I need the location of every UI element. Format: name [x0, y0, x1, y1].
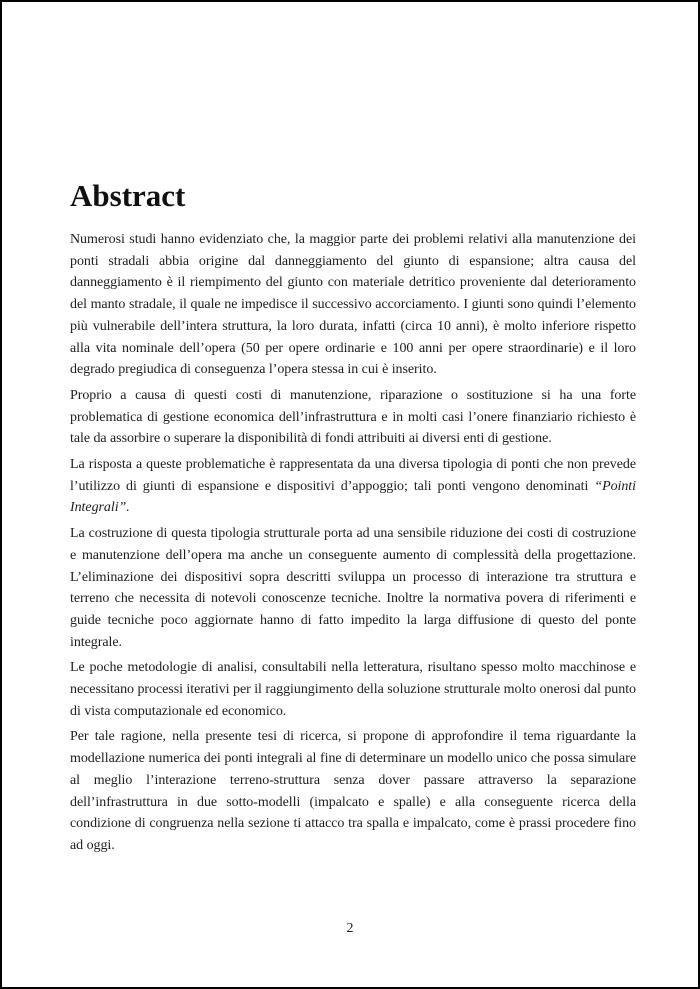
paragraph — [70, 657, 636, 722]
paragraph — [70, 523, 636, 653]
abstract-paragraphs — [70, 229, 636, 857]
page-number: 2 — [346, 921, 354, 936]
paragraph — [70, 726, 636, 856]
text-run: Proprio a causa di questi costi di manutenzione, riparazione o sostituzione si ha una forte problematica di gestione economica dell’infrastruttura e in molti casi l’onere finanziario richiesto è tale da assorbire o superare la disponibilità di fondi attribuiti ai diversi enti di gestione. — [70, 387, 636, 447]
paragraph — [70, 454, 636, 519]
page-content — [70, 178, 636, 861]
text-run: Per tale ragione, nella presente tesi di ricerca, si propone di approfondire il tema riguardante la modellazione numerica dei ponti integrali al fine di determinare un modello unico che possa simulare al meglio l’interazione terreno-struttura senza dover passare attraverso la separazione dell’infrastruttura in due sotto-modelli (impalcato e spalle) e alla conseguente ricerca della condizione di congruenza nella sezione ti attacco tra spalla e impalcato, come è prassi procedere fino ad oggi. — [70, 729, 636, 853]
text-run: La risposta a queste problematiche è rappresentata da una diversa tipologia di ponti che non prevede l’utilizzo di giunti di espansione e dispositivi d’appoggio; tali ponti vengono denominati — [70, 457, 636, 494]
text-run: La costruzione di questa tipologia strutturale porta ad una sensibile riduzione dei costi di costruzione e manutenzione dell’opera ma anche un conseguente aumento di complessità della progettazione. L’eliminazione dei dispositivi sopra descritti sviluppa un processo di interazione tra struttura e terreno che necessita di notevoli conoscenze tecniche. Inoltre la normativa povera di riferimenti e guide tecniche poco aggiornate hanno di fatto impedito la larga diffusione di questo del ponte integrale. — [70, 526, 636, 650]
text-run: Numerosi studi hanno evidenziato che, la maggior parte dei problemi relativi alla manutenzione dei ponti stradali abbia origine dal danneggiamento del giunto di espansione; altra causa del danneggiamento è il riempimento del giunto con materiale detritico proveniente dal deterioramento del manto stradale, il quale ne impedisce il successivo accorciamento. I giunti sono quindi l’elemento più vulnerabile dell’intera struttura, la loro durata, infatti (circa 10 anni), è molto inferiore rispetto alla vita nominale dell’opera (50 per opere ordinarie e 100 anni per opere straordinarie) e il loro degrado pregiudica di conseguenza l’opera stessa in cui è inserito. — [70, 232, 636, 378]
paragraph — [70, 229, 636, 381]
italic-text-run: “Pointi Integrali”. — [70, 478, 636, 516]
paragraph — [70, 385, 636, 450]
page-title: Abstract — [70, 178, 186, 213]
text-run: Le poche metodologie di analisi, consultabili nella letteratura, risultano spesso molto macchinose e necessitano processi iterativi per il raggiungimento della soluzione strutturale molto onerosi dal punto di vista computazionale ed economico. — [70, 660, 636, 719]
